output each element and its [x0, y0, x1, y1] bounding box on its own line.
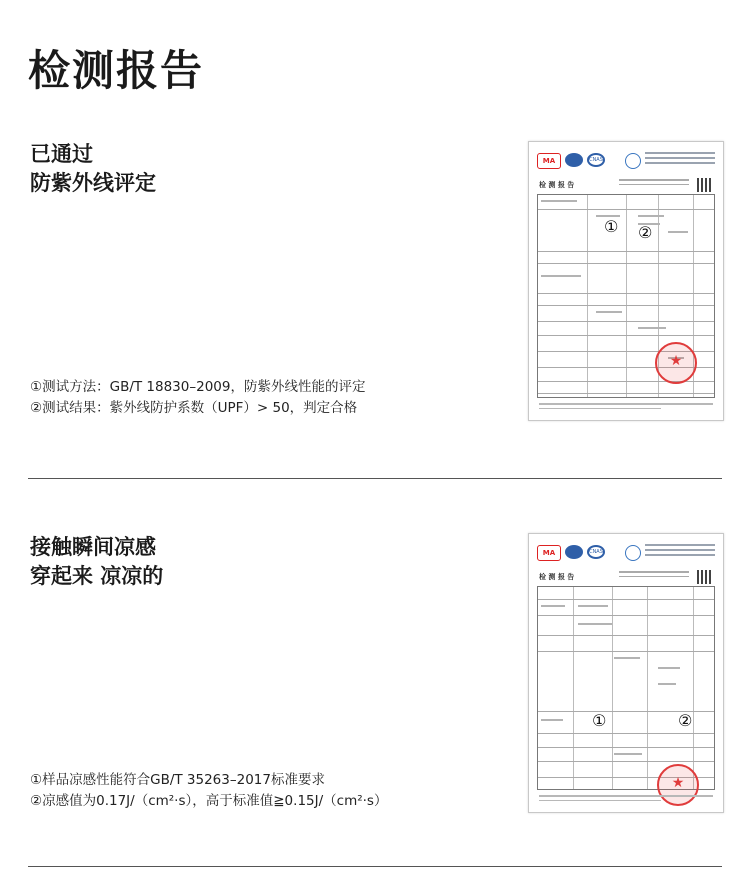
uv-note-result: ②测试结果：紫外线防护系数（UPF）> 50，判定合格 [30, 400, 358, 416]
report-meta [619, 179, 689, 188]
section-divider [28, 478, 722, 479]
marker-1: ① [592, 711, 607, 730]
marker-2: ② [678, 711, 693, 730]
report-table [537, 586, 715, 790]
report-footer [539, 403, 713, 412]
report-meta [619, 571, 689, 580]
cooling-notes [30, 770, 387, 812]
cma-logo-icon: MA [537, 153, 561, 169]
uv-heading [30, 140, 156, 198]
lab-logo-icon [625, 153, 641, 169]
uv-protection-section [0, 120, 750, 478]
org-name-lines [645, 152, 715, 167]
ilac-logo-icon [565, 153, 583, 167]
cooling-note-standard: ①样品凉感性能符合GB/T 35263–2017标准要求 [30, 772, 325, 788]
marker-1: ① [604, 217, 619, 236]
report-title: 检 测 报 告 [539, 573, 575, 581]
cooling-note-value: ②凉感值为0.17J/（cm²·s），高于标准值≧0.15J/（cm²·s） [30, 793, 388, 809]
cma-logo-icon: MA [537, 545, 561, 561]
qr-code-icon [697, 570, 711, 584]
bottom-divider [28, 866, 722, 867]
cooling-heading-line2: 穿起来 凉凉的 [30, 564, 164, 588]
lab-logo-icon [625, 545, 641, 561]
report-footer [539, 795, 713, 804]
uv-notes [30, 377, 365, 419]
page-title: 检测报告 [28, 46, 205, 95]
org-name-lines [645, 544, 715, 559]
ilac-logo-icon [565, 545, 583, 559]
cooling-heading [30, 533, 163, 591]
report-title: 检 测 报 告 [539, 181, 575, 189]
report-header [537, 542, 715, 564]
inspection-seal-stamp: ★ [657, 764, 699, 806]
uv-heading-line2: 防紫外线评定 [30, 171, 156, 195]
uv-test-report-image [528, 141, 724, 421]
cnas-logo-icon: CNAS [587, 545, 605, 559]
cnas-logo-icon: CNAS [587, 153, 605, 167]
uv-heading-line1: 已通过 [30, 142, 93, 166]
uv-note-method: ①测试方法：GB/T 18830–2009，防紫外线性能的评定 [30, 379, 366, 395]
report-header [537, 150, 715, 172]
cooling-heading-line1: 接触瞬间凉感 [30, 535, 156, 559]
qr-code-icon [697, 178, 711, 192]
cooling-section [0, 505, 750, 865]
marker-2: ② [638, 223, 653, 242]
inspection-seal-stamp: ★ [655, 342, 697, 384]
cooling-test-report-image [528, 533, 724, 813]
